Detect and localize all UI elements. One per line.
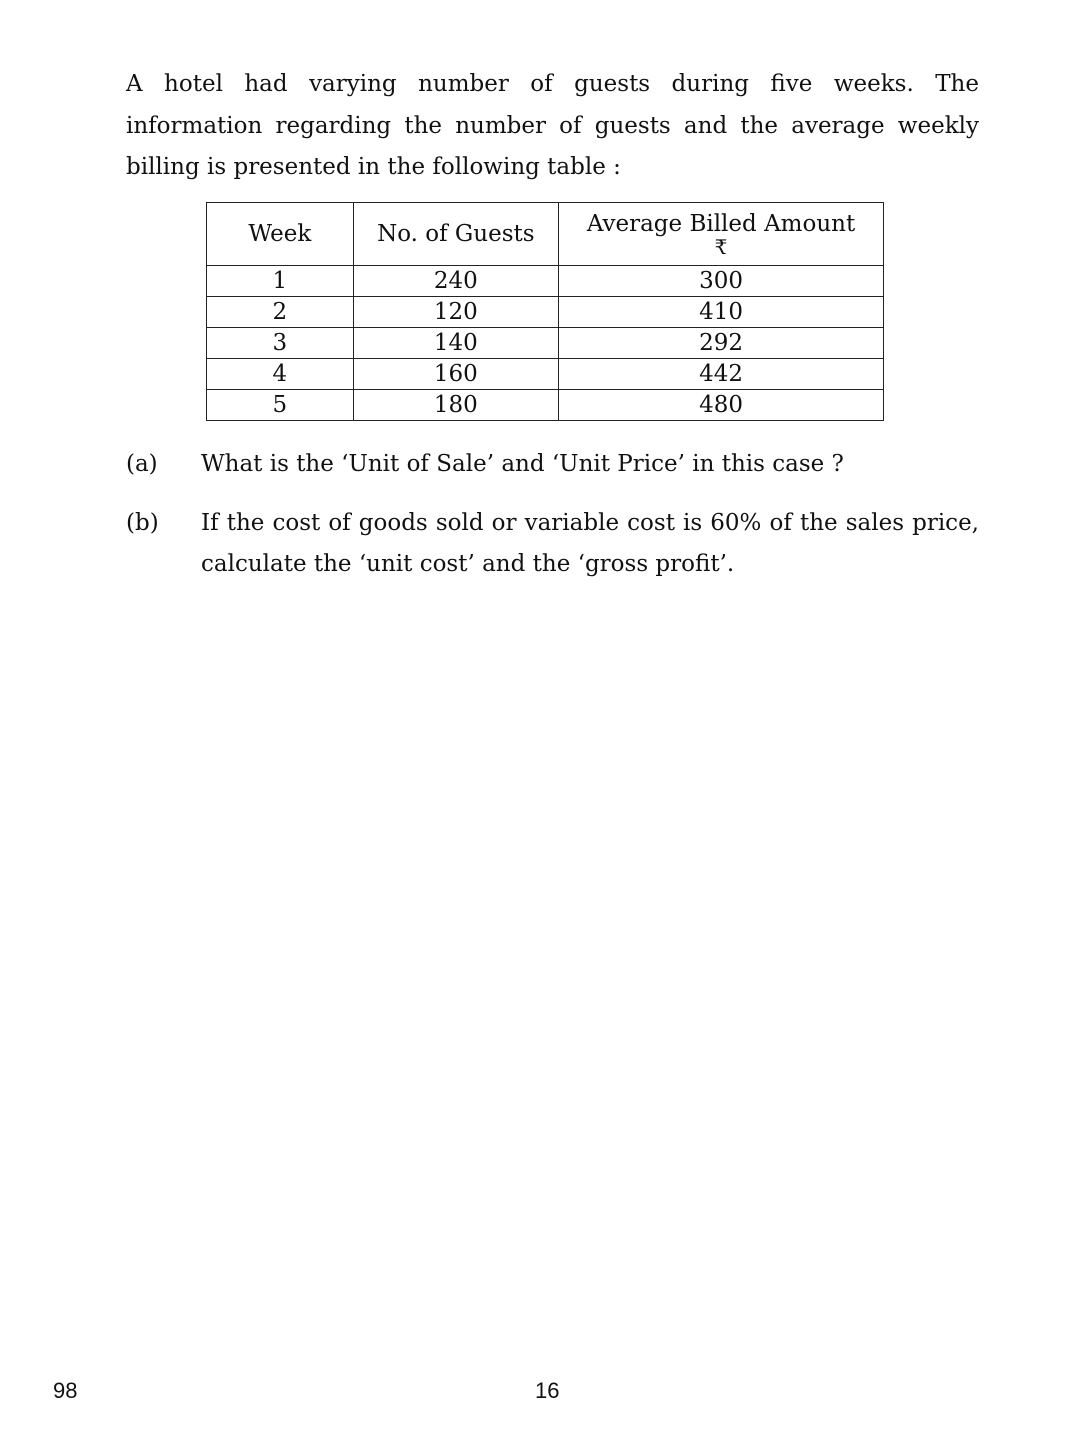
cell-amount: 442 xyxy=(559,359,884,390)
header-amount xyxy=(559,203,884,266)
page-number: 16 xyxy=(535,1378,560,1403)
cell-week: 4 xyxy=(207,359,354,390)
table-row xyxy=(207,297,884,328)
table-row xyxy=(207,390,884,421)
cell-guests: 140 xyxy=(353,328,558,359)
header-week: Week xyxy=(207,203,354,266)
cell-amount: 300 xyxy=(559,266,884,297)
header-guests: No. of Guests xyxy=(353,203,558,266)
cell-week: 3 xyxy=(207,328,354,359)
cell-amount: 292 xyxy=(559,328,884,359)
question-b-label: (b) xyxy=(126,510,159,536)
cell-guests: 180 xyxy=(353,390,558,421)
cell-week: 5 xyxy=(207,390,354,421)
question-b-text: If the cost of goods sold or variable cost is 60% of the sales price, calculate the ‘unit cost’ and the ‘gross profit’. xyxy=(201,510,979,577)
table-row xyxy=(207,266,884,297)
cell-guests: 240 xyxy=(353,266,558,297)
cell-amount: 480 xyxy=(559,390,884,421)
cell-guests: 120 xyxy=(353,297,558,328)
cell-guests: 160 xyxy=(353,359,558,390)
question-a xyxy=(126,444,979,485)
guests-billing-table xyxy=(206,202,884,421)
header-amount-label: Average Billed Amount xyxy=(586,211,856,237)
cell-week: 2 xyxy=(207,297,354,328)
footer-code: 98 xyxy=(53,1378,78,1403)
question-b xyxy=(126,503,979,585)
table-header-row xyxy=(207,203,884,266)
table-row xyxy=(207,328,884,359)
rupee-symbol: ₹ xyxy=(714,235,728,259)
question-a-text: What is the ‘Unit of Sale’ and ‘Unit Price’ in this case ? xyxy=(201,451,844,477)
intro-paragraph: A hotel had varying number of guests during five weeks. The information regarding the number of guests and the average weekly billing is presented in the following table : xyxy=(126,71,979,180)
cell-amount: 410 xyxy=(559,297,884,328)
cell-week: 1 xyxy=(207,266,354,297)
question-a-label: (a) xyxy=(126,451,158,477)
table-row xyxy=(207,359,884,390)
